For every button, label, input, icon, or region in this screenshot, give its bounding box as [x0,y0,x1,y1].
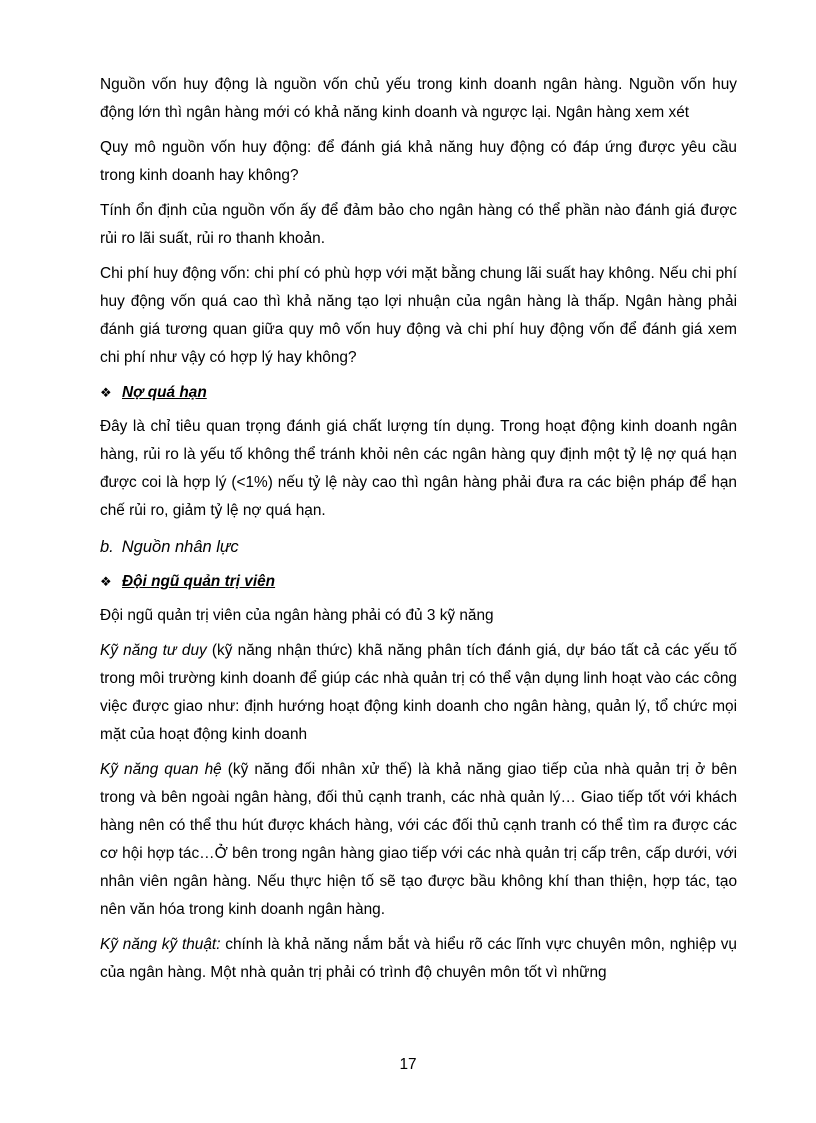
ky-nang-ky-thuat-body: chính là khả năng nắm bắt và hiểu rõ các lĩnh vực chuyên môn, nghiệp vụ của ngân hàng. Một nhà quản trị phải có trình độ chuyên môn tốt vì những [100,936,737,981]
section-b-heading [100,532,737,562]
ky-nang-ky-thuat-lead: Kỹ năng kỹ thuật: [100,936,221,953]
paragraph-quy-mo: Quy mô nguồn vốn huy động: để đánh giá khả năng huy động có đáp ứng được yêu cầu trong kinh doanh hay không? [100,139,737,184]
heading-no-qua-han [100,379,737,407]
heading-doi-ngu [100,568,737,596]
paragraph-ky-nang-tu-duy [100,637,737,749]
ky-nang-tu-duy-lead: Kỹ năng tư duy [100,642,207,659]
paragraph-tinh-on-dinh: Tính ổn định của nguồn vốn ấy để đảm bảo cho ngân hàng có thể phần nào đánh giá được rủi ro lãi suất, rủi ro thanh khoản. [100,202,737,247]
page-number: 17 [399,1056,417,1073]
heading-doi-ngu-text: Đội ngũ quản trị viên [122,573,276,590]
paragraph-chi-phi: Chi phí huy động vốn: chi phí có phù hợp với mặt bằng chung lãi suất hay không. Nếu chi phí huy động vốn quá cao thì khả năng tạo lợi nhuận của ngân hàng là thấp. Ngân hàng phải đánh giá tương quan giữa quy mô vốn huy động và chi phí huy động vốn để đánh giá xem chi phí như vậy có hợp lý hay không? [100,265,737,366]
diamond-bullet-icon: ❖ [100,385,112,400]
section-b-title: Nguồn nhân lực [121,538,239,556]
ky-nang-quan-he-lead: Kỹ năng quan hệ [100,761,222,778]
ky-nang-quan-he-body: (kỹ năng đối nhân xử thế) là khả năng giao tiếp của nhà quản trị ở bên trong và bên ngoài ngân hàng, đối thủ cạnh tranh, các nhà quản lý… Giao tiếp tốt với khách hàng nên có thể thu hút được khách hàng, với các đối thủ cạnh tranh có thể tìm ra được các cơ hội hợp tác…Ở bên trong ngân hàng giao tiếp với các nhà quản trị cấp trên, cấp dưới, với nhân viên ngân hàng. Nếu thực hiện tố sẽ tạo được bầu không khí than thiện, hợp tác, tạo nên văn hóa trong kinh doanh ngân hàng. [100,761,737,918]
paragraph-ky-nang-quan-he [100,756,737,924]
diamond-bullet-icon: ❖ [100,574,112,589]
document-page [100,71,737,994]
ky-nang-tu-duy-body: (kỹ năng nhận thức) khã năng phân tích đánh giá, dự báo tất cả các yếu tố trong môi trường kinh doanh để giúp các nhà quản trị có thể vận dụng linh hoạt vào các công việc được giao như: định hướng hoạt động kinh doanh cho ngân hàng, quản lý, tổ chức mọi mặt của hoạt động kinh doanh [100,642,737,743]
paragraph-nguon-von-huy-dong: Nguồn vốn huy động là nguồn vốn chủ yếu trong kinh doanh ngân hàng. Nguồn vốn huy động lớn thì ngân hàng mới có khả năng kinh doanh và ngược lại. Ngân hàng xem xét [100,76,737,121]
paragraph-no-qua-han: Đây là chỉ tiêu quan trọng đánh giá chất lượng tín dụng. Trong hoạt động kinh doanh ngân hàng, rủi ro là yếu tố không thể tránh khỏi nên các ngân hàng quy định một tỷ lệ nợ quá hạn được coi là hợp lý (<1%) nếu tỷ lệ này cao thì ngân hàng phải đưa ra các biện pháp để hạn chế rủi ro, giảm tỷ lệ nợ quá hạn. [100,418,737,519]
section-b-label: b. [100,538,114,556]
paragraph-ky-nang-ky-thuat [100,931,737,987]
paragraph-doi-ngu: Đội ngũ quản trị viên của ngân hàng phải có đủ 3 kỹ năng [100,607,494,624]
heading-no-qua-han-text: Nợ quá hạn [122,384,207,401]
